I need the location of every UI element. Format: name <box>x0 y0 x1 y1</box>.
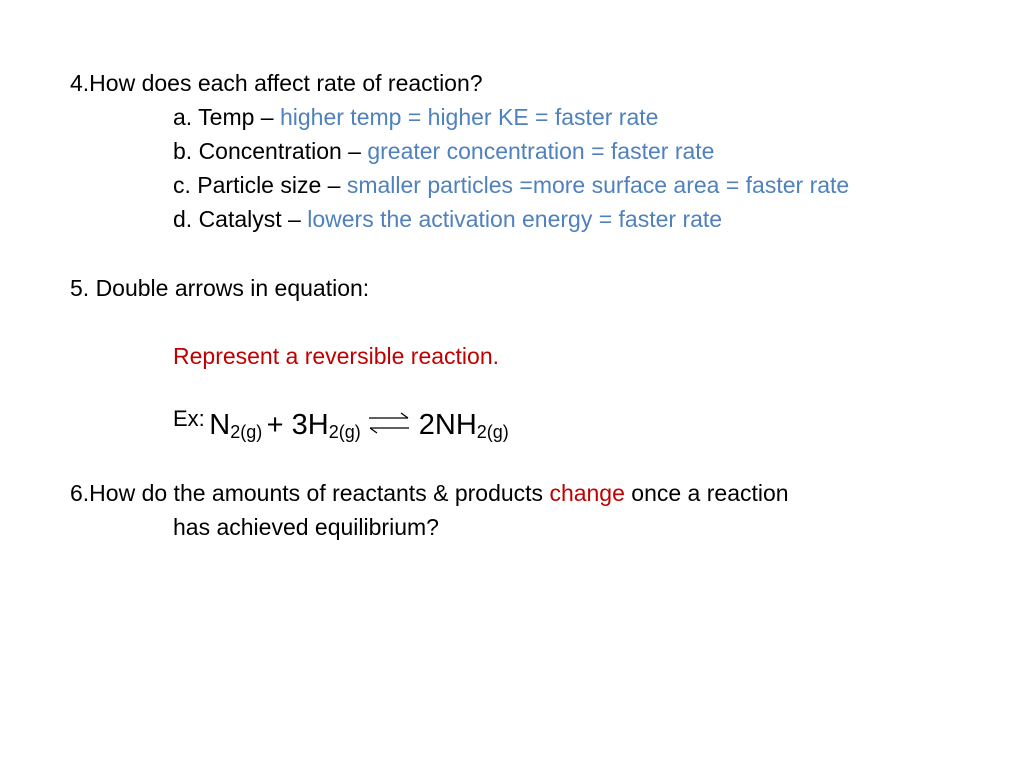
question-6-line-1 <box>70 482 789 505</box>
item-catalyst <box>173 208 722 231</box>
question-6-text-part-2: once a reaction <box>624 480 789 506</box>
item-catalyst-answer: lowers the activation energy = faster rate <box>307 206 723 232</box>
reactant-nitrogen-subscript: 2(g) <box>230 422 263 442</box>
question-6-text-part-1: 6.How do the amounts of reactants & products <box>70 480 550 506</box>
question-6-line-2: has achieved equilibrium? <box>173 514 439 540</box>
question-4-text: 4.How does each affect rate of reaction? <box>70 70 483 96</box>
item-catalyst-label: d. Catalyst – <box>173 206 308 232</box>
product-ammonia-subscript: 2(g) <box>476 422 509 442</box>
question-6-highlight: change <box>549 480 625 506</box>
equilibrium-arrows-icon <box>367 410 411 436</box>
item-concentration-answer: greater concentration = faster rate <box>367 138 715 164</box>
reactant-hydrogen: + 3H <box>266 409 329 441</box>
item-concentration-label: b. Concentration – <box>173 138 368 164</box>
item-concentration <box>173 140 714 163</box>
item-particle-size <box>173 174 849 197</box>
product-ammonia: 2NH <box>418 409 477 441</box>
reversible-equation <box>173 408 509 442</box>
item-particle-size-answer: smaller particles =more surface area = faster rate <box>346 172 850 198</box>
question-5-text: 5. Double arrows in equation: <box>70 275 370 301</box>
item-particle-size-label: c. Particle size – <box>173 172 347 198</box>
reactant-hydrogen-subscript: 2(g) <box>328 422 361 442</box>
example-prefix: Ex: <box>173 406 205 431</box>
question-5-answer: Represent a reversible reaction. <box>173 343 499 369</box>
item-temp-answer: higher temp = higher KE = faster rate <box>279 104 659 130</box>
item-temp-label: a. Temp – <box>173 104 280 130</box>
item-temp <box>173 106 658 129</box>
reactant-nitrogen: N <box>209 409 231 441</box>
